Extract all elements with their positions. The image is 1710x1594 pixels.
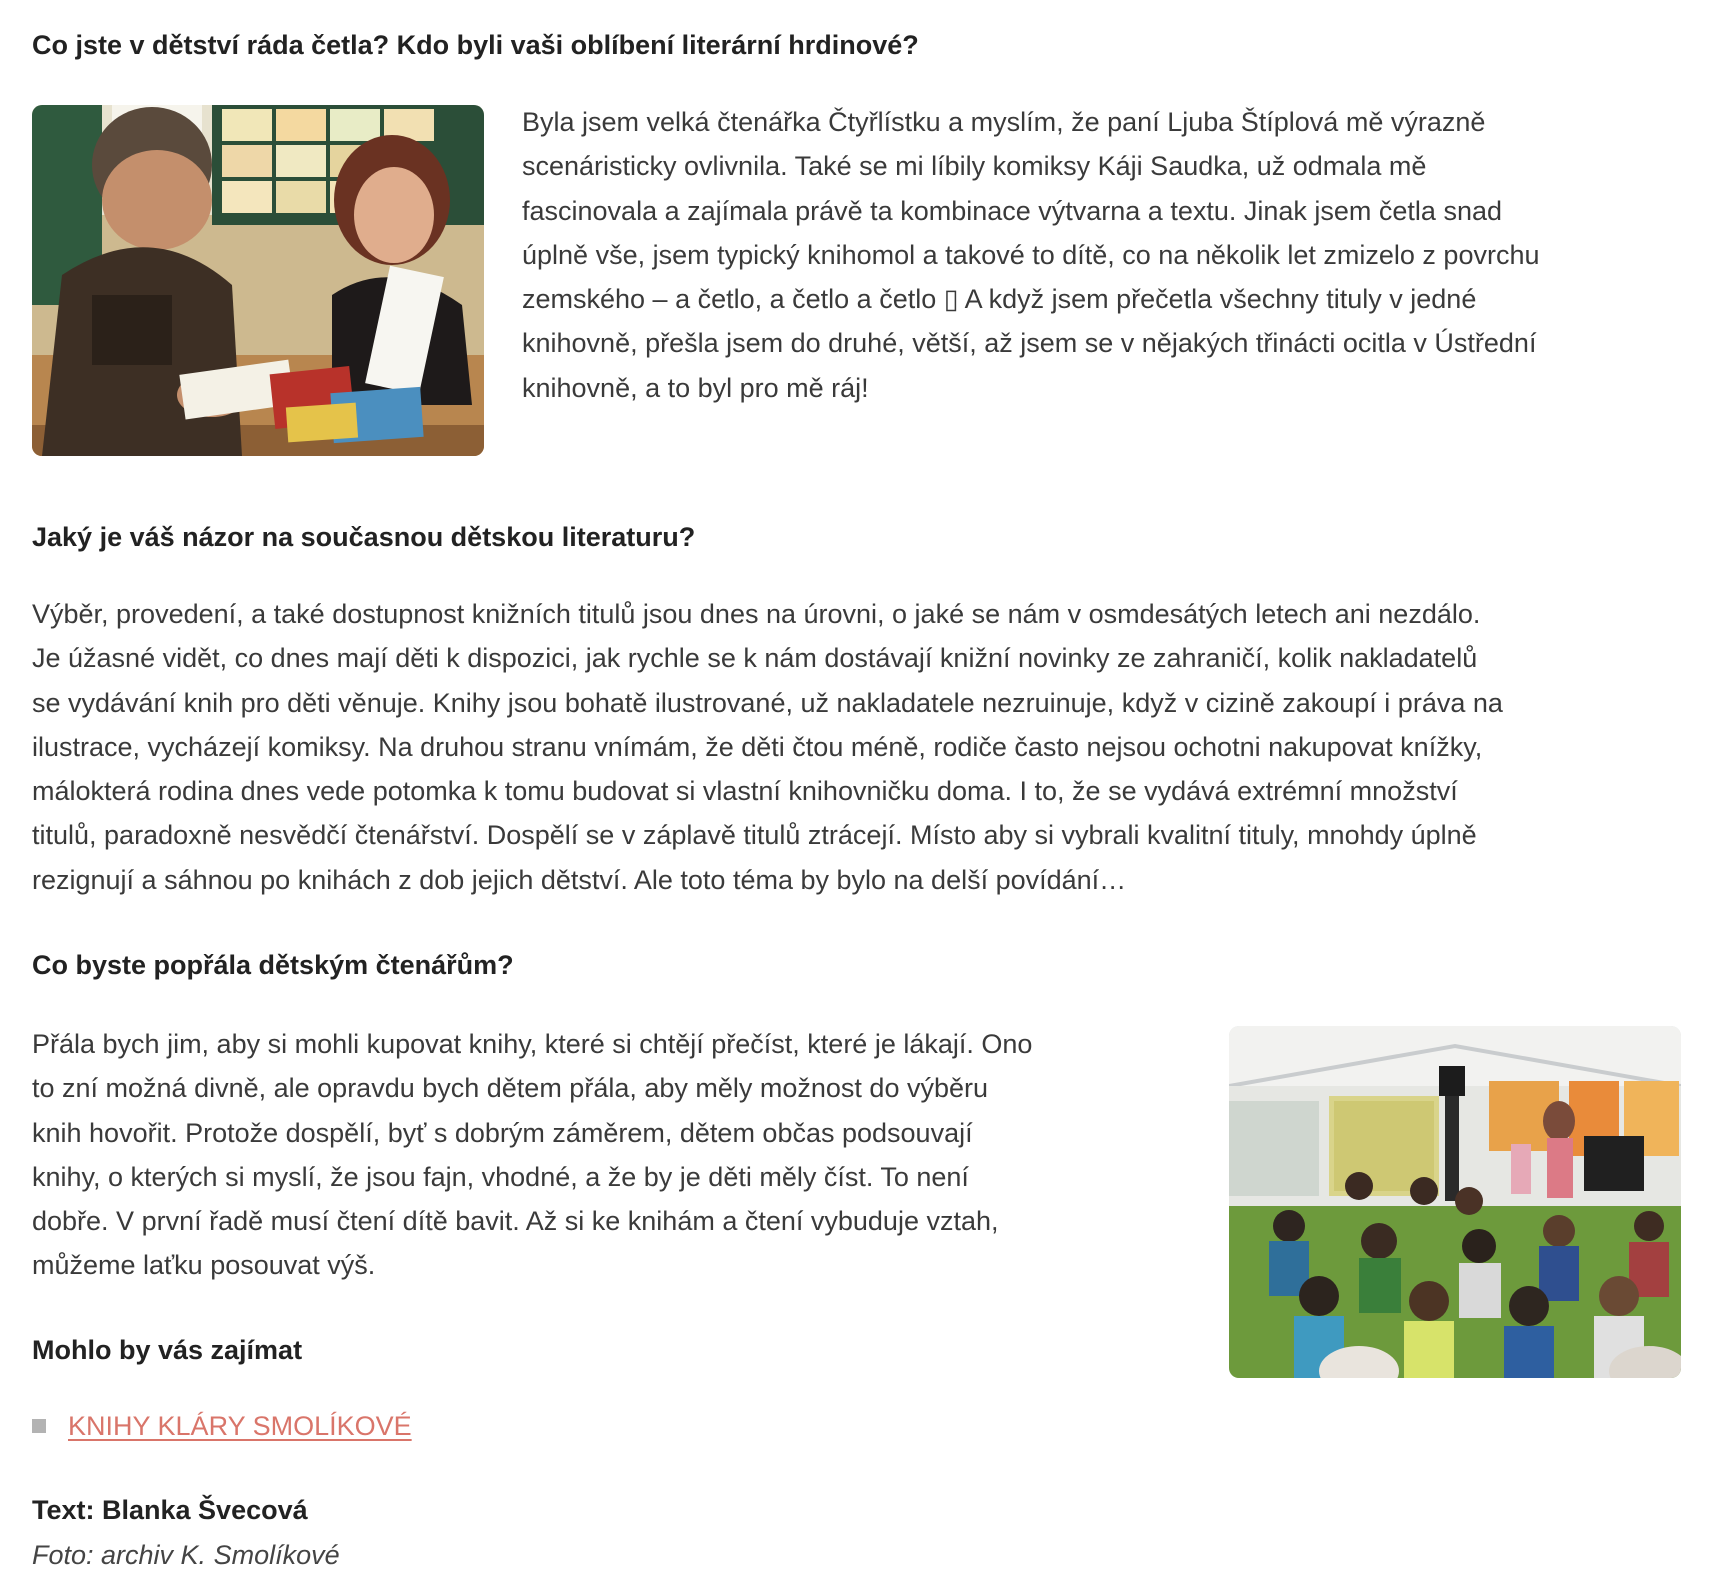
text-line: rezignují a sáhnou po knihách z dob jejich dětství. Ale toto téma by bylo na delší povídání… [32,864,1127,895]
text-line: fascinovala a zajímala právě ta kombinace výtvarna a textu. Jinak jsem četla snad [522,195,1502,226]
text-line: Je úžasné vidět, co dnes mají děti k dispozici, jak rychle se k nám dostávají knižní novinky ze zahraničí, kolik nakladatelů [32,643,1478,674]
section-heading-childhood-reading: Co jste v dětství ráda četla? Kdo byli vaši oblíbení literární hrdinové? [32,30,919,60]
text-line: knihy, o kterých si myslí, že jsou fajn, vhodné, a že by je děti měly číst. To není [32,1161,969,1192]
text-line: scenáristicky ovlivnila. Také se mi líbily komiksy Káji Saudka, už odmala mě [522,151,1427,182]
photo-tent-reading-event [1229,1026,1681,1378]
photo-book-signing [32,105,484,456]
text-line: ilustrace, vycházejí komiksy. Na druhou stranu vnímám, že děti čtou méně, rodiče často nejsou ochotni nakupovat knížky, [32,731,1483,762]
section2-paragraph [32,592,1503,902]
credit-author: Text: Blanka Švecová [32,1495,308,1525]
related-heading: Mohlo by vás zajímat [32,1335,303,1365]
text-line: málokterá rodina dnes vede potomka k tomu budovat si vlastní knihovničku doma. I to, že se vydává extrémní množství [32,776,1458,807]
section1-paragraph [522,100,1539,410]
related-links-list [32,1408,412,1444]
related-list-item [32,1408,412,1444]
text-line: se vydávání knih pro děti věnuje. Knihy jsou bohatě ilustrované, už nakladatele nezruinuje, když v cizině zakoupí i práva na [32,687,1503,718]
text-line: titulů, paradoxně nesvědčí čtenářství. Dospělí se v záplavě titulů ztrácejí. Místo aby si vybrali kvalitní tituly, mnohdy úplně [32,820,1477,851]
text-line: dobře. V první řadě musí čtení dítě bavit. Až si ke knihám a čtení vybuduje vztah, [32,1206,999,1237]
text-line: knihovně, a to byl pro mě ráj! [522,372,869,403]
section-heading-wishes: Co byste popřála dětským čtenářům? [32,950,514,980]
section-heading-current-literature: Jaký je váš názor na současnou dětskou literaturu? [32,522,696,552]
link-knihy-klary-smolikove[interactable]: KNIHY KLÁRY SMOLÍKOVÉ [68,1411,412,1441]
text-line: knihovně, přešla jsem do druhé, větší, až jsem se v nějakých třinácti ocitla v Ústřední [522,328,1537,359]
text-line: Výběr, provedení, a také dostupnost knižních titulů jsou dnes na úrovni, o jaké se nám v osmdesátých letech ani nezdálo. [32,599,1481,629]
square-bullet-icon [32,1419,46,1433]
text-line: knih hovořit. Protože dospělí, byť s dobrým záměrem, dětem občas podsouvají [32,1117,973,1148]
credit-photo: Foto: archiv K. Smolíkové [32,1540,340,1570]
text-line: úplně vše, jsem typický knihomol a takové to dítě, co na několik let zmizelo z povrchu [522,239,1540,270]
text-line: zemského – a četlo, a četlo a četlo ▯ A když jsem přečetla všechny tituly v jedné [522,284,1477,315]
text-line: to zní možná divně, ale opravdu bych dětem přála, aby měly možnost do výběru [32,1073,989,1104]
text-line: můžeme laťku posouvat výš. [32,1250,376,1281]
text-line: Přála bych jim, aby si mohli kupovat knihy, které si chtějí přečíst, které je lákají. Ono [32,1029,1033,1059]
text-line: Byla jsem velká čtenářka Čtyřlístku a myslím, že paní Ljuba Štíplová mě výrazně [522,107,1486,137]
section3-paragraph [32,1022,1032,1288]
